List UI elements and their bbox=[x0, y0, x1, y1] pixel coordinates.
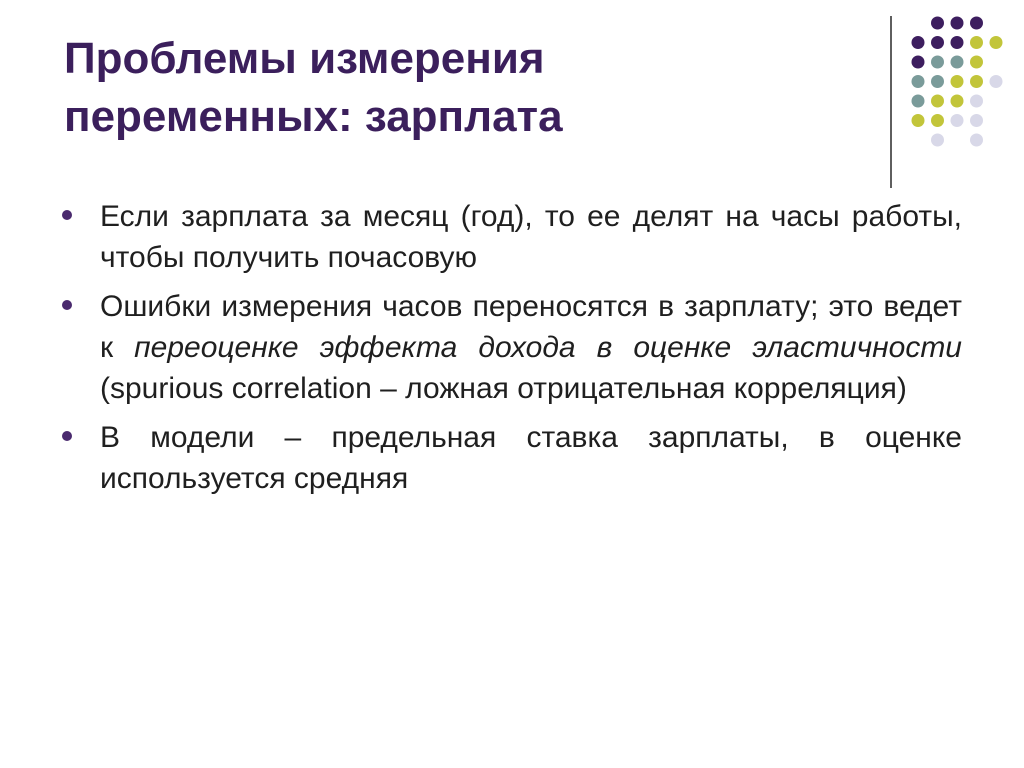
decorative-dot-olive bbox=[970, 36, 983, 49]
slide-title-line-2: переменных: зарплата bbox=[64, 92, 563, 141]
bullet-item bbox=[62, 196, 962, 278]
bullet-text: Ошибки измерения часов переносятся в зарплату; это ведет к bbox=[100, 290, 962, 364]
slide-title bbox=[64, 30, 824, 146]
decorative-dot-purple bbox=[912, 56, 925, 69]
decorative-dot-purple bbox=[931, 17, 944, 30]
decorative-dot-teal bbox=[931, 56, 944, 69]
decorative-dot-purple bbox=[912, 36, 925, 49]
decorative-dot-teal bbox=[912, 75, 925, 88]
decorative-dot-purple bbox=[951, 17, 964, 30]
decorative-dot-olive bbox=[951, 95, 964, 108]
bullet-list bbox=[62, 196, 962, 507]
decorative-dot-purple bbox=[931, 36, 944, 49]
bullet-text-emphasis: переоценке эффекта дохода в оценке эластичности bbox=[134, 331, 962, 364]
vertical-divider bbox=[890, 16, 892, 188]
decorative-dot-grid bbox=[900, 14, 1012, 164]
decorative-dot-olive bbox=[912, 114, 925, 127]
decorative-dot-olive bbox=[931, 95, 944, 108]
decorative-dot-olive bbox=[990, 36, 1003, 49]
decorative-dot-olive bbox=[951, 75, 964, 88]
bullet-text: Если зарплата за месяц (год), то ее делят на часы работы, чтобы получить почасовую bbox=[100, 200, 962, 274]
bullet-text: (spurious correlation – ложная отрицательная корреляция) bbox=[100, 372, 907, 405]
decorative-dot-teal bbox=[912, 95, 925, 108]
bullet-text: В модели – предельная ставка зарплаты, в оценке используется средняя bbox=[100, 421, 962, 495]
decorative-dot-teal bbox=[951, 56, 964, 69]
bullet-marker bbox=[62, 300, 72, 310]
decorative-dot-olive bbox=[931, 114, 944, 127]
bullet-item bbox=[62, 286, 962, 409]
decorative-dot-purple bbox=[951, 36, 964, 49]
decorative-dot-olive bbox=[970, 56, 983, 69]
bullet-item bbox=[62, 417, 962, 499]
slide-title-line-1: Проблемы измерения bbox=[64, 34, 545, 83]
decorative-dot-lavender bbox=[970, 114, 983, 127]
bullet-marker bbox=[62, 431, 72, 441]
decorative-dot-lavender bbox=[931, 134, 944, 147]
decorative-dot-lavender bbox=[990, 75, 1003, 88]
decorative-dot-olive bbox=[970, 75, 983, 88]
decorative-dot-lavender bbox=[970, 134, 983, 147]
bullet-marker bbox=[62, 210, 72, 220]
decorative-dot-lavender bbox=[970, 95, 983, 108]
decorative-dot-teal bbox=[931, 75, 944, 88]
decorative-dot-lavender bbox=[951, 114, 964, 127]
decorative-dot-purple bbox=[970, 17, 983, 30]
